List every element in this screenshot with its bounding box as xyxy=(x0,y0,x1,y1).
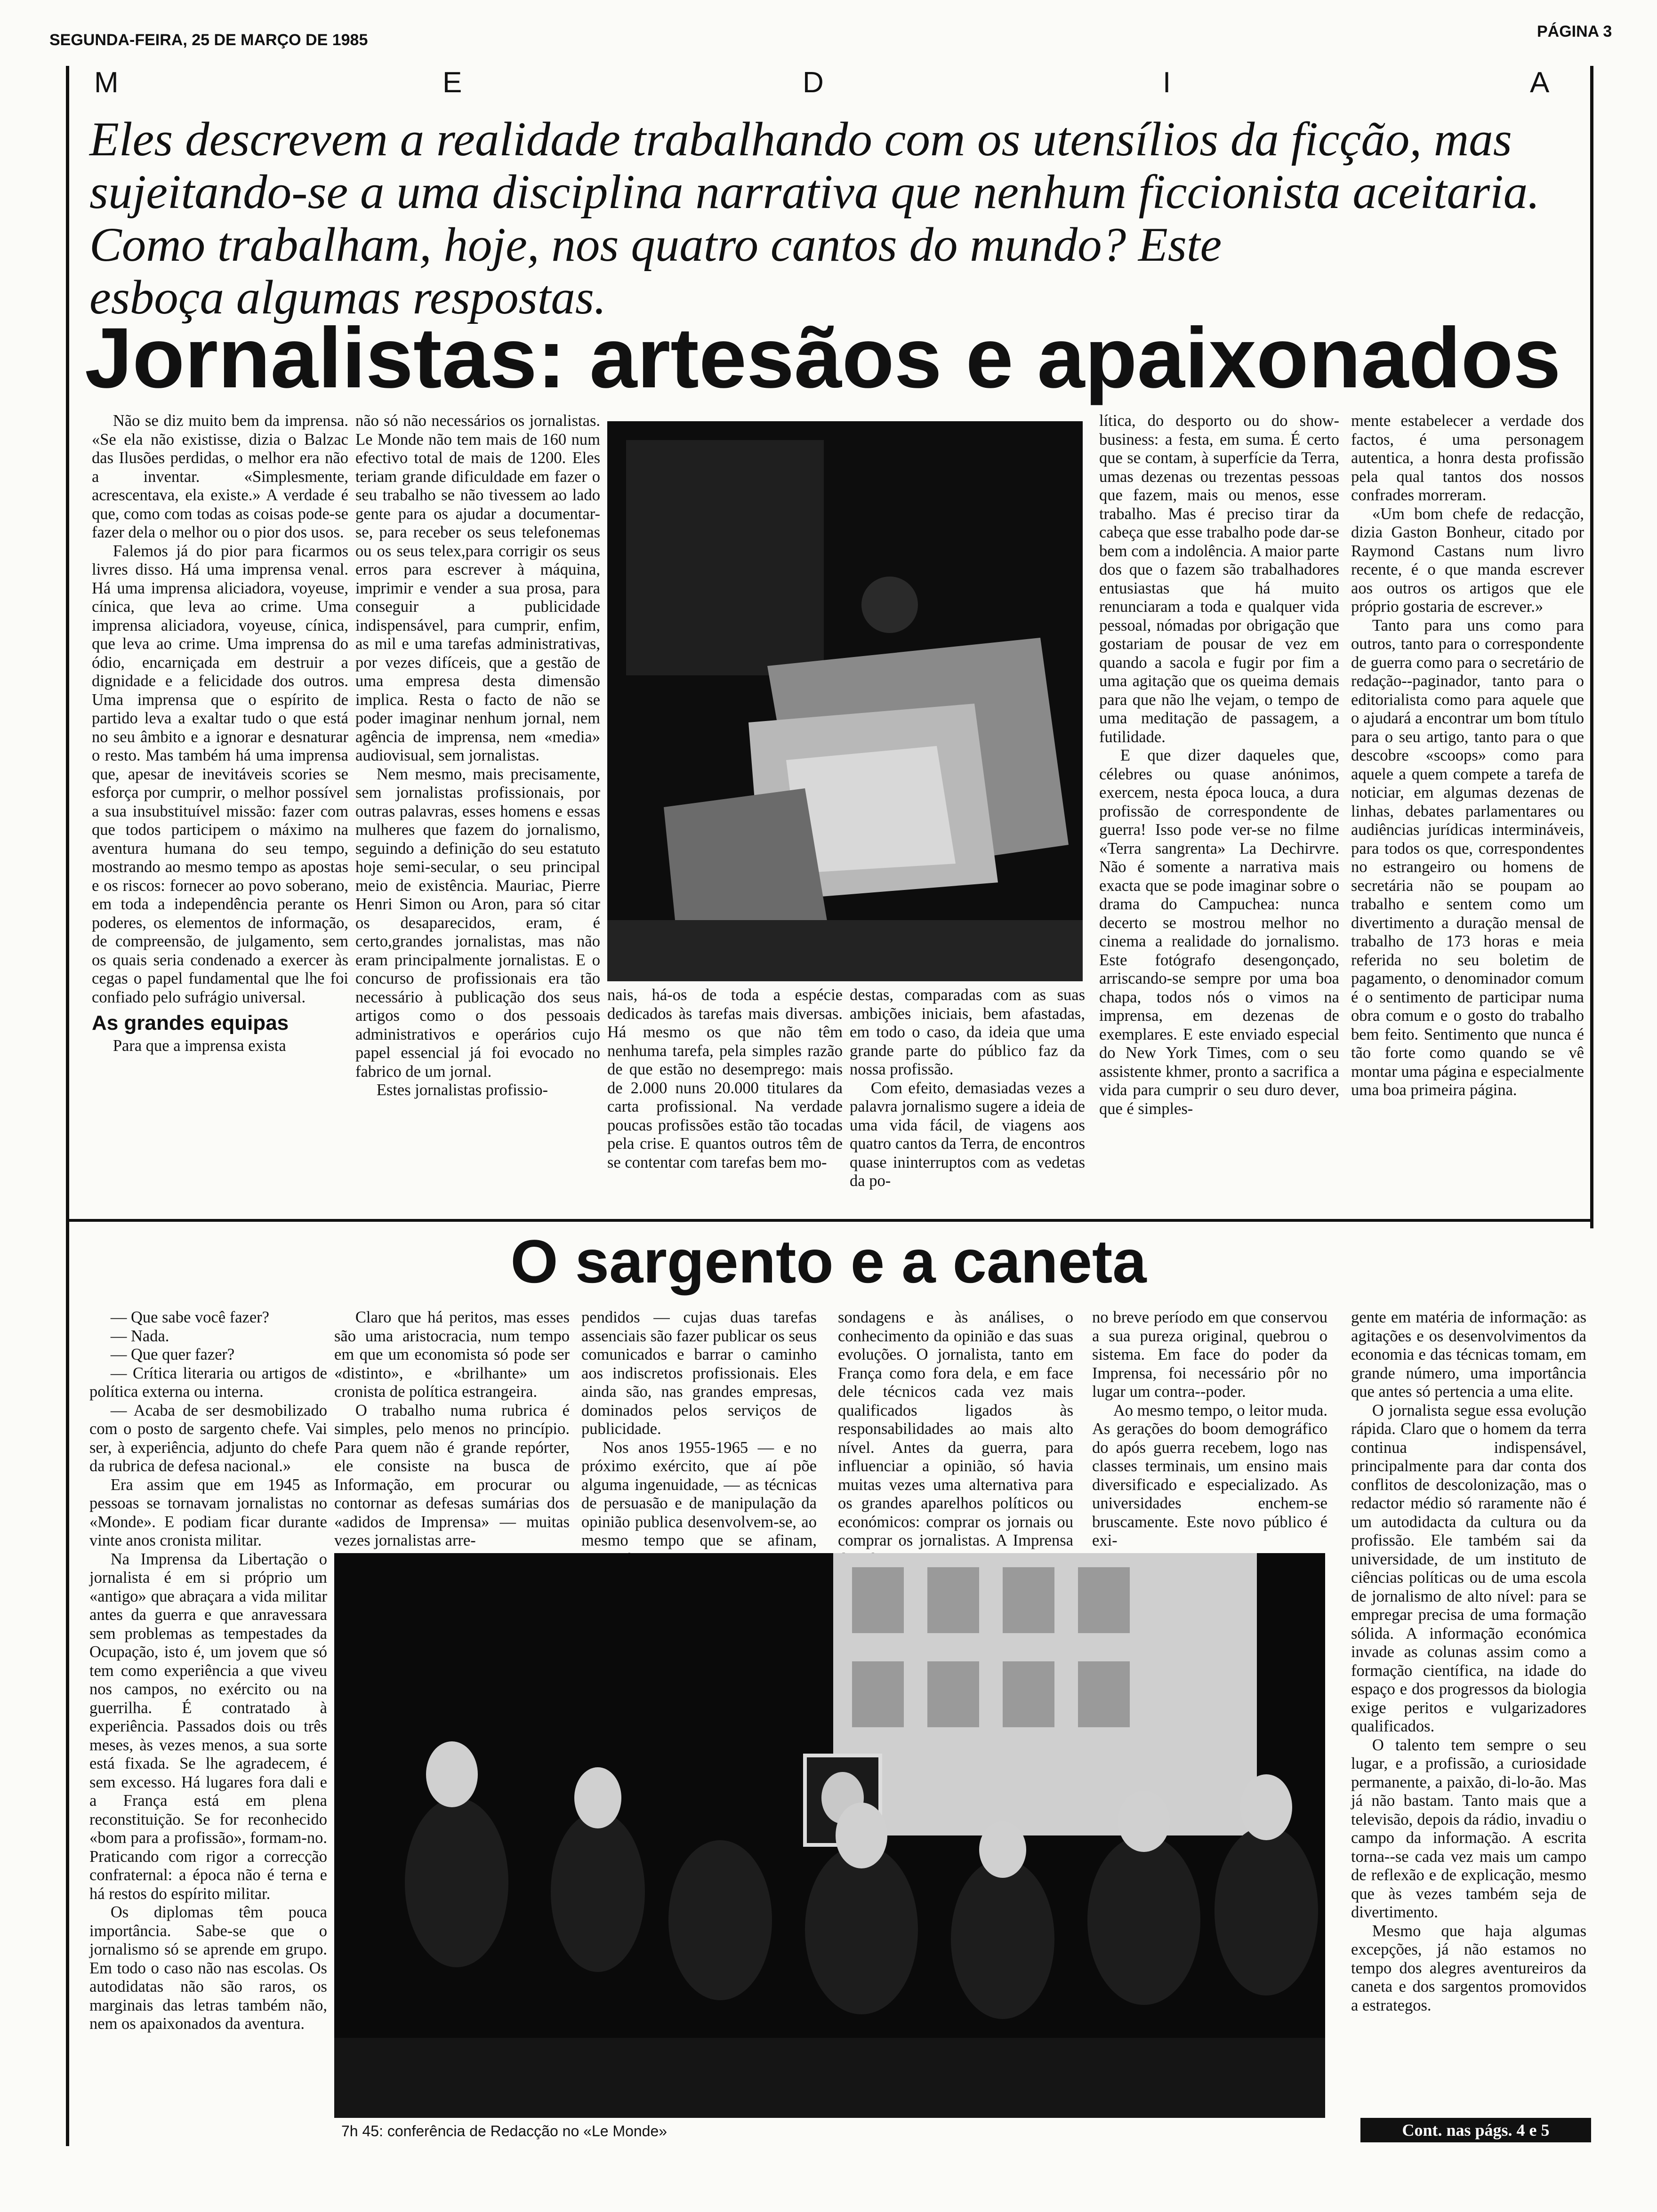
paragraph: — Que quer fazer? xyxy=(110,1346,235,1363)
paragraph: — Que sabe você fazer? xyxy=(110,1308,269,1326)
paragraph: não só não necessários os jornalistas. Le Monde não tem mais de 160 num efectivo total de mais de 1200. Eles teriam grande dificuldade em fazer o seu trabalho se não tivessem ao lado gente para os ajudar a documentar-se, para receber os seus telefonemas ou os seus telex,para corrigir os seus erros para escrever à máquina, imprimir e vender a sua prosa, para conseguir a publicidade indispensável, para cumprir, enfim, as mil e uma tarefas administrativas, por vezes difíceis, que a gestão de uma empresa desta dimensão implica. Resta o facto de não se poder imaginar nenhum jornal, nem agência de imprensa, nem «media» audiovisual, sem jornalistas. xyxy=(355,412,600,764)
lead-line: esboça algumas respostas. xyxy=(89,271,606,324)
section-letter: M xyxy=(94,66,119,99)
paragraph: Não se diz muito bem da imprensa. «Se ela não existisse, dizia o Balzac das Ilusões perdidas, o melhor era não a inventar. «Simplesmente, acrescentava, ela existe.» A verdade é que, como com todas as coisas pode-se fazer dela o melhor ou o pior dos usos. xyxy=(92,412,348,541)
paragraph: sondagens e às análises, o conhecimento da opinião e das suas evoluções. O jornalista, tanto em França como fora dela, e em face dele técnicos cada vez mais qualificados ligados às responsabilidades ao mais alto nível. Antes da guerra, para influenciar a opinião, só havia muitas vezes uma alternativa para os grandes aparelhos políticos ou económicos: comprar os jornais ou comprar os jornalistas. A Imprensa xyxy=(838,1308,1073,1549)
section-letter: A xyxy=(1530,66,1550,99)
section-divider xyxy=(66,1219,1593,1222)
article2-column-1 xyxy=(89,1308,327,2034)
paragraph: O trabalho numa rubrica é simples, pelo menos no princípio. Para quem não é grande repórter, ele consiste na busca de Informação, em procurar ou contornar as defesas sumárias dos «adidos de Imprensa» — muitas vezes jornalistas arre- xyxy=(334,1401,570,1549)
paragraph: Nos anos 1955-1965 — e no próximo exército, que aí põe alguma ingenuidade, — as técnicas de persuasão e de manipulação da opinião publica desenvolvem-se, ao mesmo tempo que se afinam, xyxy=(581,1438,817,1549)
article1-column-3 xyxy=(607,986,843,1172)
paragraph: «Um bom chefe de redacção, dizia Gaston Bonheur, citado por Raymond Castans num livro recente, é o que manda escrever aos outros os artigos que ele próprio gostaria de escrever.» xyxy=(1351,505,1584,616)
photo-desk-papers xyxy=(607,421,1083,981)
article2-column-5 xyxy=(1092,1308,1327,1550)
article2-column-3 xyxy=(581,1308,817,1569)
issue-date: SEGUNDA-FEIRA, 25 DE MARÇO DE 1985 xyxy=(49,31,368,49)
section-letter: D xyxy=(803,66,824,99)
paragraph: Os diplomas têm pouca importância. Sabe-se que o jornalismo só se aprende em grupo. Em todo o caso não nas escolas. Os autodidatas não são raros, os marginais das letras também não, nem os apaixonados da aventura. xyxy=(89,1903,327,2033)
subheading: As grandes equipas xyxy=(92,1011,289,1034)
article1-column-2 xyxy=(355,412,600,1100)
section-banner xyxy=(66,66,1586,99)
lead-paragraph xyxy=(89,113,1586,324)
left-border xyxy=(66,66,69,2146)
paragraph: O jornalista segue essa evolução rápida. Claro que o homem da terra continua indispensável, principalmente para dar conta dos conflitos de descolonização, mas o redactor médio só raramente não é um autodidacta da cultura ou da profissão. Ele também sai da universidade, de um instituto de ciências políticas ou de uma escola de jornalismo de alto nível: para se empregar precisa de uma formação sólida. A informação económica invade as colunas assim como a formação científica, na idade do espaço e dos progressos da biologia exige peritos e vulgarizadores qualificados. xyxy=(1351,1401,1586,1735)
lead-line: Como trabalham, hoje, nos quatro cantos do mundo? Este xyxy=(89,218,1222,272)
article2-column-2 xyxy=(334,1308,570,1550)
page-number: PÁGINA 3 xyxy=(1537,23,1612,40)
paragraph: Para que a imprensa exista xyxy=(113,1037,286,1055)
article1-column-1 xyxy=(92,412,348,1056)
section-letter: I xyxy=(1163,66,1171,99)
paragraph: — Nada. xyxy=(110,1327,169,1345)
lead-line: sujeitando-se a uma disciplina narrativa que nenhum ficcionista aceitaria. xyxy=(89,165,1540,219)
paragraph: Ao mesmo tempo, o leitor muda. As gerações do boom demográfico do após guerra recebem, logo nas classes terminais, um ensino mais diversificado e especializado. As universidades enchem-se bruscamente. Este novo público é exi- xyxy=(1092,1401,1327,1549)
article1-column-4 xyxy=(850,986,1085,1191)
paragraph: — Acaba de ser desmobilizado com o posto de sargento chefe. Vai ser, à experiência, adjunto do chefe da rubrica de defesa nacional.» xyxy=(89,1401,327,1475)
paragraph: Com efeito, demasiadas vezes a palavra jornalismo sugere a ideia de uma vida fácil, de viagens aos quatro cantos da Terra, de encontros quase ininterruptos com as vedetas da po- xyxy=(850,1079,1085,1190)
headline-second: O sargento e a caneta xyxy=(510,1227,1147,1296)
article2-column-6 xyxy=(1351,1308,1586,2015)
right-border xyxy=(1590,66,1593,1228)
paragraph: Tanto para uns como para outros, tanto para o correspondente de guerra como para o secretário de redação--paginador, tanto para o editorialista como para aquele que o ajudará a encontrar um bom título para o seu artigo, tanto para o que descobre «scoops» como para aquele a quem compete a tarefa de noticiar, em algumas dezenas de linhas, debates parlamentares ou audiências jurídicas intermináveis, para todos os que, correspondentes no estrangeiro ou homens de secretária não se poupam ao trabalho e sentem como um divertimento a duração mensal de trabalho de 173 horas e meia referida no seu boletim de pagamento, o denominador comum é o sentimento de participar numa obra comum e o gosto do trabalho bem feito. Sentimento que nunca é tão forte como quando se vê montar uma página e especialmente uma boa primeira página. xyxy=(1351,616,1584,1099)
paragraph: E que dizer daqueles que, célebres ou quase anónimos, exercem, nesta época louca, a dura profissão de correspondente de guerra! Isso pode ver-se no filme «Terra sangrenta» La Dechirvre. Não é somente a narrativa mais exacta que se pode imaginar sobre o drama do Campuchea: nunca decerto se mostrou melhor no cinema a realidade do jornalismo. Este fotógrafo desengonçado, arriscando-se sempre por uma boa chapa, todos nós o vimos na imprensa, em dezenas de exemplares. E este enviado especial do New York Times, com o seu assistente khmer, pronto a sacrifica a vida para cumprir o seu duro dever, que é simples- xyxy=(1099,746,1339,1118)
paragraph: — Crítica literaria ou artigos de política externa ou interna. xyxy=(89,1364,327,1401)
paragraph: Mesmo que haja algumas excepções, já não estamos no tempo dos alegres aventureiros da caneta e dos sargentos promovidos a estrategos. xyxy=(1351,1922,1586,2014)
article2-column-4 xyxy=(838,1308,1073,1569)
paragraph: destas, comparadas com as suas ambições iniciais, bem afastadas, em todo o caso, da ideia que uma grande parte do público faz da nossa profissão. xyxy=(850,986,1085,1078)
paragraph: pendidos — cujas duas tarefas assenciais são fazer publicar os seus comunicados e barrar o caminho aos indiscretos profissionais. Eles ainda são, nas grandes empresas, dominados pelos serviços de publicidade. xyxy=(581,1308,817,1438)
article1-column-6 xyxy=(1351,412,1584,1100)
paragraph: Falemos já do pior para ficarmos livres disso. Há uma imprensa venal. Há uma imprensa aliciadora, voyeuse, cínica, que leva ao crime. Uma imprensa aliciadora, voyeuse, cínica, que leva ao crime. Uma imprensa do ódio, encarniçada em destruir a dignidade e a felicidade dos outros. Uma imprensa que o espírito de partido leva a exaltar tudo o que está no seu âmbito e a ignorar e desnaturar o resto. Mas também há uma imprensa que, apesar de inevitáveis scories se esforça por cumprir, o melhor possível a sua insubstituível missão: fazer com que todos participem o máximo na aventura humana do seu tempo, mostrando ao mesmo tempo as apostas e os riscos: fornecer ao povo soberano, em toda a independência perante os poderes, os elementos de informação, de compreensão, de julgamento, sem os quais seria condenado a exercer às cegas o papel fundamental que lhe foi confiado pelo sufrágio universal. xyxy=(92,542,348,1006)
paragraph: mente estabelecer a verdade dos factos, é uma personagem autentica, a honra desta profissão pela qual tantos dos nossos confrades morreram. xyxy=(1351,412,1584,504)
continued-notice: Cont. nas págs. 4 e 5 xyxy=(1360,2118,1591,2142)
paragraph: gente em matéria de informação: as agitações e os desenvolvimentos da economia e das técnicas tomam, em grande número, uma importância que antes só pertencia a uma elite. xyxy=(1351,1308,1586,1401)
photo-editorial-conference xyxy=(334,1553,1325,2118)
paragraph: nais, há-os de toda a espécie dedicados às tarefas mais diversas. Há mesmo os que não têm nenhuma tarefa, pela simples razão de que estão no desemprego: mais de 2.000 nuns 20.000 titulares da carta profissional. Na verdade poucas profissões estão tão tocadas pela crise. E quantos outros têm de se contentar com tarefas bem mo- xyxy=(607,986,843,1171)
section-letter: E xyxy=(442,66,462,99)
article1-column-5 xyxy=(1099,412,1339,1118)
paragraph: Estes jornalistas profissio- xyxy=(376,1081,548,1099)
paragraph: Nem mesmo, mais precisamente, sem jornalistas profissionais, por outras palavras, esses homens e essas mulheres que fazem do jornalismo, seguindo a definição do seu estatuto hoje semi-secular, o seu principal meio de existência. Mauriac, Pierre Henri Simon ou Aron, para só citar os desaparecidos, eram, é certo,grandes jornalistas, mas não eram principalmente jornalistas. E o concurso de profissionais era tão necessário à publicação dos seus artigos como o dos pessoais administrativos e operários cujo papel essencial já foi evocado no fabrico de um jornal. xyxy=(355,765,600,1081)
paragraph: no breve período em que conservou a sua pureza original, quebrou o sistema. Em face do poder da Imprensa, foi necessário pôr no lugar um contra--poder. xyxy=(1092,1308,1327,1401)
paragraph: O talento tem sempre o seu lugar, e a profissão, a curiosidade permanente, a paixão, di-lo-ão. Mas já não bastam. Tanto mais que a televisão, depois da rádio, invadiu o campo da informação. A escrita torna--se cada vez mais um campo de reflexão e de explicação, mesmo que às vezes também seja de divertimento. xyxy=(1351,1736,1586,1921)
paragraph: Claro que há peritos, mas esses são uma aristocracia, num tempo em que um economista só pode ser «distinto», e «brilhante» um cronista de política estrangeira. xyxy=(334,1308,570,1401)
headline-main: Jornalistas: artesãos e apaixonados xyxy=(85,310,1561,406)
paragraph: Na Imprensa da Libertação o jornalista é em si próprio um «antigo» que abraçara a vida militar antes da guerra e que anravessara sem problemas as tempestades da Ocupação, isto é, um jovem que só tem como experiência a que viveu nos campos, no exército ou na guerrilha. É contratado à experiência. Passados dois ou três meses, às vezes menos, a sua sorte está fixada. Se lhe agradecem, é sem excesso. Há lugares fora dali e a França está em plena reconstituição. Se for reconhecido «bom para a profissão», formam-no. Praticando com rigor a correcção confraternal: a época não é terna e há restos do espírito militar. xyxy=(89,1550,327,1903)
paragraph: Era assim que em 1945 as pessoas se tornavam jornalistas no «Monde». E podiam ficar durante vinte anos cronista militar. xyxy=(89,1475,327,1549)
photo-caption: 7h 45: conferência de Redacção no «Le Monde» xyxy=(341,2123,668,2140)
lead-line: Eles descrevem a realidade trabalhando com os utensílios da ficção, mas xyxy=(89,112,1512,166)
paragraph: lítica, do desporto ou do show-business: a festa, em suma. É certo que se contam, à superfície da Terra, umas dezenas ou trezentas pessoas que fazem, mais ou menos, esse trabalho. Mas é preciso tirar da cabeça que esse trabalho pode dar-se bem com a indolência. A maior parte dos que o fazem são trabalhadores entusiastas que há muito renunciaram a toda e qualquer vida pessoal, nómadas por obrigação que gostariam de pousar de vez em quando a sacola e fugir por fim a uma agitação que os queima demais para que não lhe vejam, o tempo de uma meditação de passagem, a futilidade. xyxy=(1099,412,1339,746)
